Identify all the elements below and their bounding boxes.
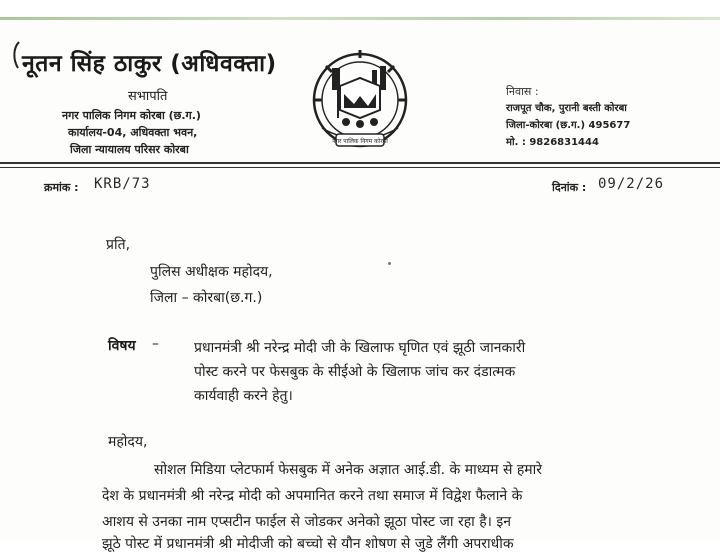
recipient-line1: पुलिस अधीक्षक महोदय, bbox=[150, 264, 273, 280]
letterhead-name: नूतन सिंह ठाकुर (अधिवक्ता) bbox=[22, 51, 277, 77]
salutation: महोदय, bbox=[108, 434, 148, 450]
recipient-line2: जिला – कोरबा(छ.ग.) bbox=[150, 290, 263, 306]
municipal-emblem-icon bbox=[310, 48, 410, 158]
subject-line2: पोस्ट करने पर फेसबुक के सीईओ के खिलाफ जांच कर दंडात्मक bbox=[194, 364, 516, 380]
letterhead-designation: सभापति bbox=[128, 89, 168, 104]
header-rule-thin bbox=[0, 167, 720, 168]
subject-dash: – bbox=[152, 336, 159, 352]
date-label: दिनांक : bbox=[552, 181, 587, 194]
scan-top-margin bbox=[0, 0, 720, 18]
scan-speck bbox=[388, 262, 391, 265]
body-line4: झूठे पोस्ट में प्रधानमंत्री श्री मोदीजी को बच्चो से यौन शोषण से जुडे लैंगी अपराधीक bbox=[102, 536, 514, 552]
letterhead-org-line3: जिला न्यायालय परिसर कोरबा bbox=[70, 143, 189, 156]
header-rule-thick bbox=[0, 162, 720, 164]
residence-line2: जिला-कोरबा (छ.ग.) 495677 bbox=[506, 120, 631, 131]
header-accent-line bbox=[0, 17, 720, 20]
mobile-number: मो. : 9826831444 bbox=[506, 137, 599, 148]
recipient-prati: प्रति, bbox=[106, 237, 131, 253]
residence-label: निवास : bbox=[506, 85, 539, 98]
residence-line1: राजपूत चौक, पुरानी बस्ती कोरबा bbox=[506, 103, 627, 114]
letterhead-org-line2: कार्यालय-04, अधिवक्ता भवन, bbox=[68, 126, 198, 139]
emblem-caption: नगर पालिक निगम कोरबा bbox=[332, 138, 388, 145]
letterhead-flourish-icon bbox=[10, 40, 22, 70]
subject-line1: प्रधानमंत्री श्री नरेन्द्र मोदी जी के खिलाफ घृणित एवं झूठी जानकारी bbox=[194, 340, 526, 356]
body-line1: सोशल मिडिया प्लेटफार्म फेसबुक में अनेक अज्ञात आई.डी. के माध्यम से हमारे bbox=[154, 462, 543, 478]
ref-number-handwritten: KRB/73 bbox=[94, 176, 151, 192]
body-line2: देश के प्रधानमंत्री श्री नरेन्द्र मोदी को अपमानित करने तथा समाज में विद्वेश फैलाने के bbox=[102, 488, 523, 504]
subject-label: विषय bbox=[108, 338, 136, 354]
subject-line3: कार्यवाही करने हेतु। bbox=[194, 388, 293, 404]
date-handwritten: 09/2/26 bbox=[598, 176, 665, 192]
ref-label: क्रमांक : bbox=[44, 181, 79, 194]
letterhead-org-line1: नगर पालिक निगम कोरबा (छ.ग.) bbox=[62, 109, 201, 122]
body-line3: आशय से उनका नाम एप्सटीन फाईल से जोडकर अनेको झूठा पोस्ट जा रहा है। इन bbox=[102, 514, 512, 530]
